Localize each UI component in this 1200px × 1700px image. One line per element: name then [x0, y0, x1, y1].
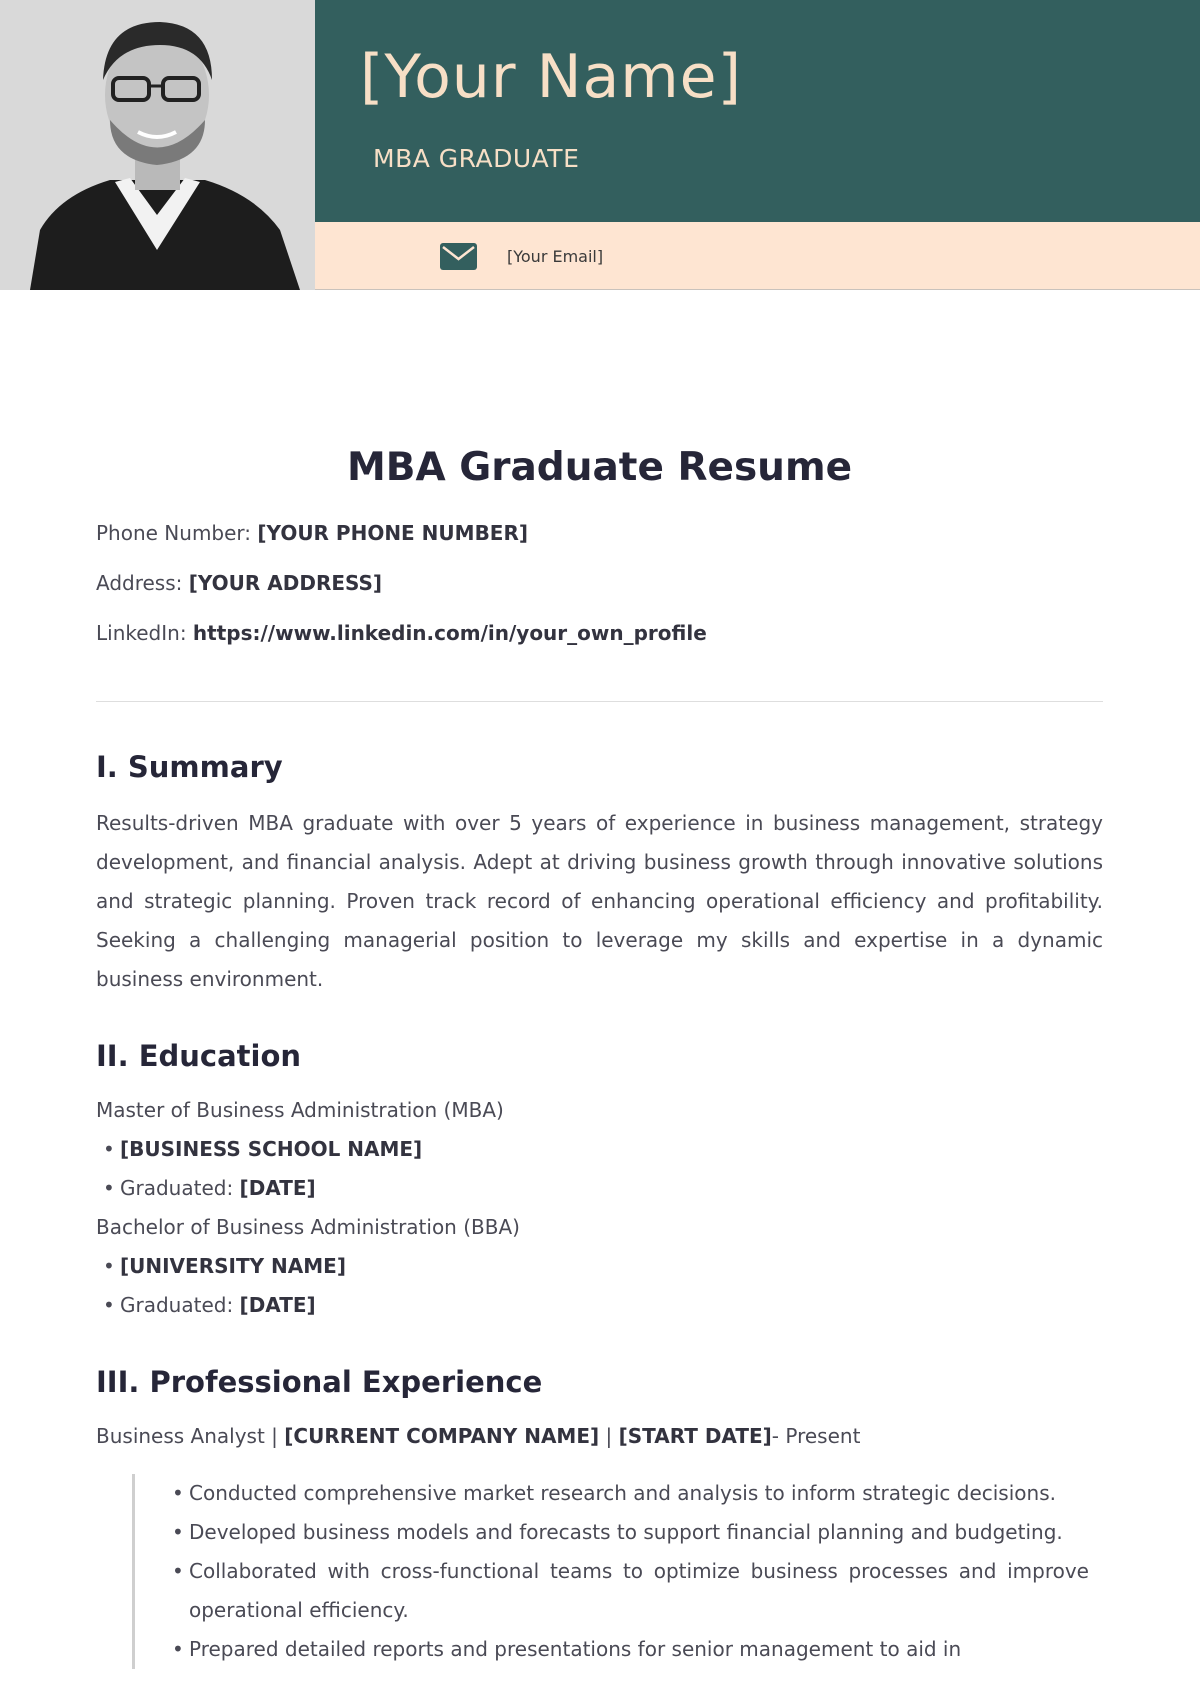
list-item — [96, 1286, 1103, 1325]
summary-heading: I. Summary — [96, 750, 283, 784]
graduated-label: Graduated: — [120, 1293, 234, 1317]
candidate-role: MBA GRADUATE — [373, 144, 580, 173]
envelope-icon — [440, 243, 477, 270]
degree-details — [96, 1130, 1103, 1208]
resume-body — [96, 440, 1103, 1669]
linkedin-link[interactable]: https://www.linkedin.com/in/your_own_profile — [192, 621, 707, 645]
graduated-date: [DATE] — [239, 1293, 316, 1317]
email-text: [Your Email] — [507, 247, 604, 266]
school-name: [UNIVERSITY NAME] — [120, 1254, 346, 1278]
school-name: [BUSINESS SCHOOL NAME] — [120, 1137, 423, 1161]
list-item: • Collaborated with cross-functional teams to optimize business processes and improve operational efficiency. — [165, 1552, 1089, 1630]
address-value: [YOUR ADDRESS] — [188, 571, 383, 595]
degree-title: Bachelor of Business Administration (BBA) — [96, 1215, 520, 1239]
resume-header — [0, 0, 1200, 290]
person-portrait-icon — [0, 0, 315, 290]
list-item: • Conducted comprehensive market research and analysis to inform strategic decisions. — [165, 1474, 1089, 1513]
education-list — [96, 1091, 1103, 1325]
job-title: Business Analyst — [96, 1424, 265, 1448]
end-date: - Present — [771, 1424, 861, 1448]
list-item — [96, 1169, 1103, 1208]
contact-bar — [315, 222, 1200, 290]
linkedin-label: LinkedIn: — [96, 621, 187, 645]
summary-text: Results-driven MBA graduate with over 5 years of experience in business management, strategy development, and financial analysis. Adept at driving business growth through innovative solutions and strategic planning. Proven track record of enhancing operational efficiency and profitability. Seeking a challenging managerial position to leverage my skills and expertise in a dynamic business environment. — [96, 811, 1103, 991]
address-label: Address: — [96, 571, 183, 595]
phone-label: Phone Number: — [96, 521, 252, 545]
list-item — [96, 1130, 1103, 1169]
candidate-name: [Your Name] — [360, 42, 742, 112]
profile-photo — [0, 0, 315, 290]
start-date: [START DATE] — [618, 1424, 772, 1448]
bullet-list — [165, 1474, 1089, 1669]
phone-value: [YOUR PHONE NUMBER] — [257, 521, 529, 545]
graduated-label: Graduated: — [120, 1176, 234, 1200]
address-line — [96, 570, 1103, 596]
company-name: [CURRENT COMPANY NAME] — [284, 1424, 600, 1448]
list-item: • Developed business models and forecasts to support financial planning and budgeting. — [165, 1513, 1089, 1552]
degree-details — [96, 1247, 1103, 1325]
degree-title: Master of Business Administration (MBA) — [96, 1098, 504, 1122]
phone-line — [96, 520, 1103, 546]
separator: | — [599, 1424, 619, 1448]
graduated-date: [DATE] — [239, 1176, 316, 1200]
experience-heading: III. Professional Experience — [96, 1365, 543, 1399]
experience-bullets — [132, 1474, 1103, 1669]
name-banner — [315, 0, 1200, 222]
linkedin-line — [96, 620, 1103, 646]
education-heading: II. Education — [96, 1039, 302, 1073]
document-title: MBA Graduate Resume — [346, 445, 853, 490]
job-line — [96, 1417, 1103, 1456]
divider — [96, 701, 1103, 702]
list-item: • Prepared detailed reports and presentations for senior management to aid in — [165, 1630, 1089, 1669]
list-item — [96, 1247, 1103, 1286]
separator: | — [264, 1424, 285, 1448]
